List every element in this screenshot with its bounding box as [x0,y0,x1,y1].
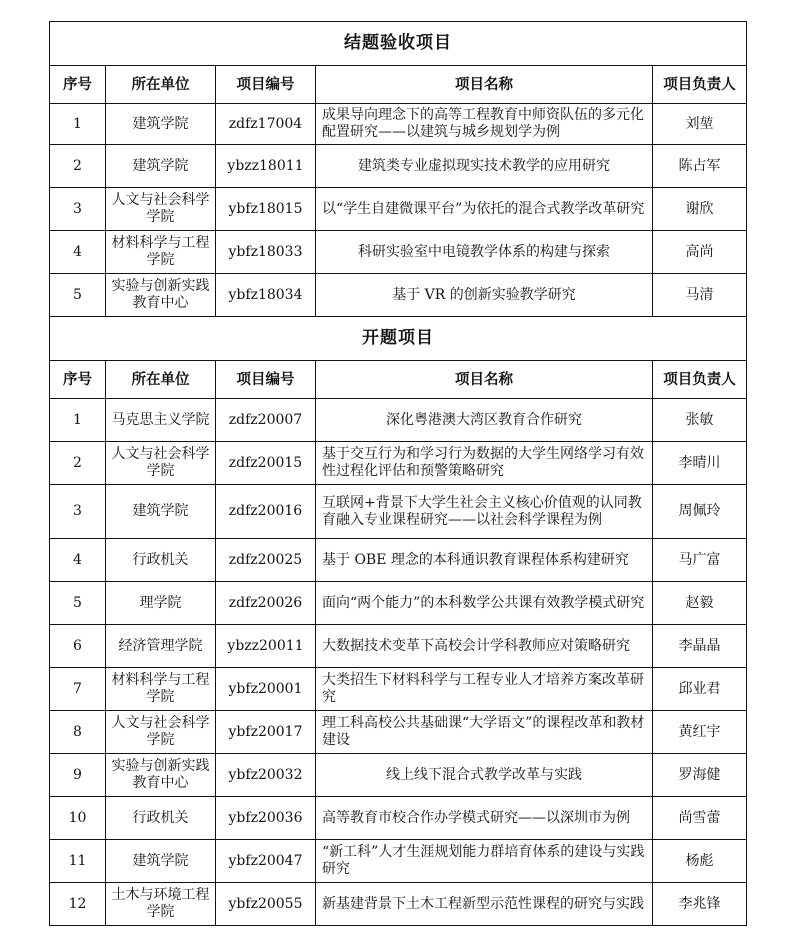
cell-leader: 黄红宇 [653,711,747,754]
cell-seq: 2 [50,442,106,485]
table-row [50,539,747,582]
cell-leader: 马清 [653,274,747,317]
cell-seq: 5 [50,274,106,317]
cell-name: 建筑类专业虚拟现实技术教学的应用研究 [316,145,653,188]
section-title: 结题验收项目 [50,22,747,66]
cell-code: zdfz20026 [216,582,316,625]
cell-name: 基于 VR 的创新实验教学研究 [316,274,653,317]
cell-leader: 刘堃 [653,104,747,145]
table-row [50,668,747,711]
cell-unit: 材料科学与工程学院 [106,231,216,274]
cell-name: 以“学生自建微课平台”为依托的混合式教学改革研究 [316,188,653,231]
cell-leader: 尚雪蕾 [653,797,747,840]
column-header-seq: 序号 [50,66,106,104]
cell-name: 大数据技术变革下高校会计学科教师应对策略研究 [316,625,653,668]
cell-name: 成果导向理念下的高等工程教育中师资队伍的多元化配置研究——以建筑与城乡规划学为例 [316,104,653,145]
cell-leader: 马广富 [653,539,747,582]
column-header-row [50,361,747,399]
column-header-leader: 项目负责人 [653,361,747,399]
cell-seq: 5 [50,582,106,625]
cell-name: 面向“两个能力”的本科数学公共课有效教学模式研究 [316,582,653,625]
cell-unit: 土木与环境工程学院 [106,883,216,926]
cell-name: 理工科高校公共基础课“大学语文”的课程改革和教材建设 [316,711,653,754]
cell-unit: 建筑学院 [106,145,216,188]
table-row [50,582,747,625]
cell-unit: 建筑学院 [106,840,216,883]
cell-code: ybfz20017 [216,711,316,754]
table-row [50,145,747,188]
cell-code: zdfz20015 [216,442,316,485]
project-table [49,21,747,926]
cell-unit: 人文与社会科学学院 [106,711,216,754]
cell-unit: 材料科学与工程学院 [106,668,216,711]
cell-seq: 3 [50,485,106,539]
table-row [50,274,747,317]
cell-unit: 经济管理学院 [106,625,216,668]
cell-code: zdfz20016 [216,485,316,539]
cell-seq: 8 [50,711,106,754]
cell-name: 大类招生下材料科学与工程专业人才培养方案改革研究 [316,668,653,711]
cell-leader: 高尚 [653,231,747,274]
cell-seq: 10 [50,797,106,840]
cell-name: 科研实验室中电镜教学体系的构建与探索 [316,231,653,274]
cell-name: 高等教育市校合作办学模式研究——以深圳市为例 [316,797,653,840]
column-header-unit: 所在单位 [106,361,216,399]
cell-seq: 9 [50,754,106,797]
table-row [50,625,747,668]
table-row [50,754,747,797]
column-header-unit: 所在单位 [106,66,216,104]
cell-seq: 4 [50,231,106,274]
column-header-seq: 序号 [50,361,106,399]
cell-name: “新工科”人才生涯规划能力群培育体系的建设与实践研究 [316,840,653,883]
cell-seq: 7 [50,668,106,711]
cell-name: 新基建背景下土木工程新型示范性课程的研究与实践 [316,883,653,926]
table-row [50,883,747,926]
cell-seq: 4 [50,539,106,582]
cell-seq: 2 [50,145,106,188]
project-table-body [50,22,747,926]
section-title: 开题项目 [50,317,747,361]
cell-leader: 谢欣 [653,188,747,231]
cell-code: ybzz18011 [216,145,316,188]
section-title-row [50,22,747,66]
cell-code: zdfz17004 [216,104,316,145]
cell-leader: 张敏 [653,399,747,442]
cell-code: zdfz20025 [216,539,316,582]
cell-code: ybfz20047 [216,840,316,883]
cell-name: 互联网+背景下大学生社会主义核心价值观的认同教育融入专业课程研究——以社会科学课程为例 [316,485,653,539]
column-header-name: 项目名称 [316,66,653,104]
table-row [50,188,747,231]
cell-name: 线上线下混合式教学改革与实践 [316,754,653,797]
cell-name: 基于 OBE 理念的本科通识教育课程体系构建研究 [316,539,653,582]
cell-unit: 人文与社会科学学院 [106,442,216,485]
section-title-row [50,317,747,361]
table-row [50,485,747,539]
cell-unit: 建筑学院 [106,485,216,539]
table-row [50,711,747,754]
cell-unit: 建筑学院 [106,104,216,145]
project-list-sheet [49,21,746,926]
table-row [50,442,747,485]
cell-seq: 11 [50,840,106,883]
cell-code: ybfz20055 [216,883,316,926]
column-header-row [50,66,747,104]
cell-unit: 实验与创新实践教育中心 [106,274,216,317]
table-row [50,399,747,442]
column-header-code: 项目编号 [216,361,316,399]
table-row [50,104,747,145]
cell-seq: 1 [50,104,106,145]
cell-seq: 1 [50,399,106,442]
cell-name: 深化粤港澳大湾区教育合作研究 [316,399,653,442]
cell-leader: 李晴川 [653,442,747,485]
cell-leader: 陈占军 [653,145,747,188]
cell-unit: 行政机关 [106,797,216,840]
cell-leader: 杨彪 [653,840,747,883]
cell-seq: 6 [50,625,106,668]
cell-code: ybfz18033 [216,231,316,274]
cell-code: ybfz18015 [216,188,316,231]
table-row [50,797,747,840]
column-header-name: 项目名称 [316,361,653,399]
cell-leader: 李兆锋 [653,883,747,926]
cell-code: ybfz20036 [216,797,316,840]
cell-seq: 12 [50,883,106,926]
cell-leader: 赵毅 [653,582,747,625]
cell-code: ybfz20001 [216,668,316,711]
cell-unit: 实验与创新实践教育中心 [106,754,216,797]
column-header-leader: 项目负责人 [653,66,747,104]
cell-name: 基于交互行为和学习行为数据的大学生网络学习有效性过程化评估和预警策略研究 [316,442,653,485]
cell-code: zdfz20007 [216,399,316,442]
cell-unit: 马克思主义学院 [106,399,216,442]
table-row [50,840,747,883]
cell-code: ybfz18034 [216,274,316,317]
cell-leader: 罗海健 [653,754,747,797]
cell-leader: 周佩玲 [653,485,747,539]
cell-unit: 理学院 [106,582,216,625]
cell-unit: 行政机关 [106,539,216,582]
cell-code: ybzz20011 [216,625,316,668]
cell-unit: 人文与社会科学学院 [106,188,216,231]
cell-leader: 李晶晶 [653,625,747,668]
column-header-code: 项目编号 [216,66,316,104]
cell-seq: 3 [50,188,106,231]
table-row [50,231,747,274]
cell-leader: 邱业君 [653,668,747,711]
cell-code: ybfz20032 [216,754,316,797]
